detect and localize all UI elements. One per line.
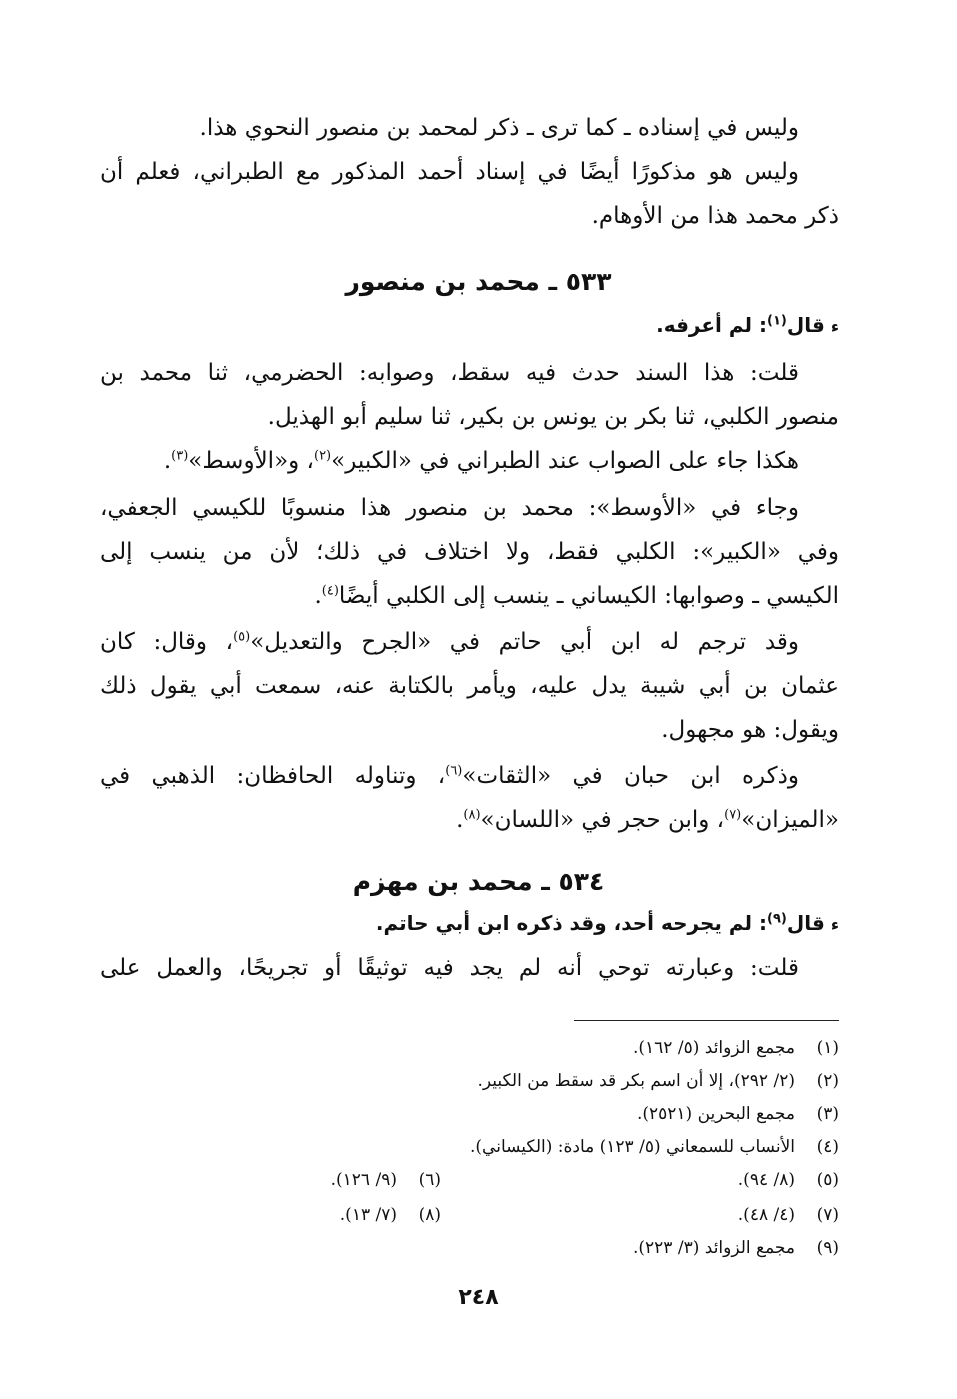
body-line <box>100 756 799 796</box>
text-segment: وقد ترجم له ابن أبي حاتم في «الجرح والتعديل» <box>250 629 799 655</box>
said-line-533 <box>100 305 839 345</box>
footnote <box>100 1132 839 1162</box>
footnote <box>100 1233 839 1263</box>
footnote-text: (٩/ ١٢٦). <box>330 1170 397 1190</box>
footnote <box>100 1033 839 1063</box>
body-line: ويقول: هو مجهول. <box>661 717 839 743</box>
entry-heading-534: ٥٣٤ ـ محمد بن مهزم <box>352 867 605 896</box>
footnote-number: (٩) <box>816 1238 839 1258</box>
footnote-pair <box>100 1165 839 1195</box>
text-segment: . <box>314 583 322 609</box>
said-label: قال <box>786 313 825 337</box>
footnote-ref: (٦) <box>445 763 463 779</box>
text-segment: . <box>163 448 172 474</box>
text-segment: ، وابن حجر في «اللسان» <box>480 807 725 833</box>
footnote-text: مجمع البحرين (٢٥٢١). <box>636 1104 795 1124</box>
body-line: قلت: هذا السند حدث فيه سقط، وصوابه: الحضرمي، ثنا محمد بن <box>100 360 799 386</box>
text-segment: وذكره ابن حبان في «الثقات» <box>462 763 799 789</box>
footnote <box>100 1099 839 1129</box>
footnote-ref: (٧) <box>724 807 742 823</box>
footnote-text: مجمع الزوائد (٥/ ١٦٢). <box>633 1038 795 1058</box>
text-segment: . <box>456 807 464 833</box>
body-line <box>100 800 839 840</box>
footnote-text: مجمع الزوائد (٣/ ٢٢٣). <box>633 1238 795 1258</box>
body-line: وليس هو مذكورًا أيضًا في إسناد أحمد المذكور مع الطبراني، فعلم أن <box>100 159 799 185</box>
footnote-text: (٢/ ٢٩٢)، إلا أن اسم بكر قد سقط من الكبير. <box>477 1071 795 1091</box>
said-line-534 <box>100 903 839 943</box>
footnote-ref: (١) <box>767 313 787 329</box>
footnote-second-column <box>340 1200 441 1230</box>
footnote-text: (٧/ ١٣). <box>339 1205 397 1225</box>
footnote-text: (٨/ ٩٤). <box>737 1170 795 1190</box>
footnote-ref: (٨) <box>463 807 481 823</box>
footnote-second-column <box>331 1165 441 1195</box>
footnote-number: (١) <box>816 1038 839 1058</box>
footnote-ref: (٥) <box>233 629 251 645</box>
body-line: وليس في إسناده ـ كما ترى ـ ذكر لمحمد بن منصور النحوي هذا. <box>199 115 799 141</box>
footnote-ref: (٢) <box>313 448 332 464</box>
body-line: منصور الكلبي، ثنا بكر بن يونس بن بكير، ثنا سليم أبو الهذيل. <box>267 404 839 430</box>
footnote-number: (٤) <box>816 1137 839 1157</box>
footnote-ref: (٤) <box>321 583 339 599</box>
text-segment: «الميزان» <box>741 807 839 833</box>
text-segment: هكذا جاء على الصواب عند الطبراني في «الكبير» <box>331 448 799 474</box>
footnote-number: (٨) <box>418 1205 441 1225</box>
footnote <box>100 1066 839 1096</box>
footnote-number: (٢) <box>816 1071 839 1091</box>
text-segment: الكيسي ـ وصوابها: الكيساني ـ ينسب إلى الكلبي أيضًا <box>338 583 839 609</box>
body-line: وجاء في «الأوسط»: محمد بن منصور هذا منسوبًا للكيسي الجعفي، <box>100 495 799 521</box>
body-line <box>100 441 799 481</box>
body-line <box>100 622 799 662</box>
said-marker: ء <box>830 317 839 336</box>
body-line: قلت: وعبارته توحي أنه لم يجد فيه توثيقًا أو تجريحًا، والعمل على <box>100 955 799 981</box>
footnote-text: الأنساب للسمعاني (٥/ ١٢٣) مادة: (الكيساني). <box>470 1137 795 1157</box>
said-marker: ء <box>830 915 839 934</box>
footnote-number: (٥) <box>816 1170 839 1190</box>
footnote-number: (٦) <box>418 1170 441 1190</box>
body-line: ذكر محمد هذا من الأوهام. <box>591 203 839 229</box>
footnote-number: (٧) <box>816 1205 839 1225</box>
footnote-text: (٤/ ٤٨). <box>737 1205 795 1225</box>
text-segment: ، وتناوله الحافظان: الذهبي في <box>100 763 446 789</box>
body-line <box>100 576 839 616</box>
body-line: عثمان بن أبي شيبة يدل عليه، ويأمر بالكتابة عنه، سمعت أبي يقول ذلك <box>100 673 839 699</box>
footnote-ref: (٣) <box>171 448 189 464</box>
entry-heading-533: ٥٣٣ ـ محمد بن منصور <box>345 267 612 296</box>
footnote-divider <box>574 1020 839 1021</box>
said-text: : لم أعرفه. <box>656 313 767 337</box>
page-number: ٢٤٨ <box>458 1285 499 1310</box>
footnote-number: (٣) <box>816 1104 839 1124</box>
text-segment: ، و«الأوسط» <box>188 448 314 474</box>
said-text: : لم يجرحه أحد، وقد ذكره ابن أبي حاتم. <box>375 911 767 935</box>
body-line: وفي «الكبير»: الكلبي فقط، ولا اختلاف في ذلك؛ لأن من ينسب إلى <box>100 539 839 565</box>
footnote-pair <box>100 1200 839 1230</box>
text-segment: ، وقال: كان <box>100 629 234 655</box>
footnote-ref: (٩) <box>767 911 787 927</box>
said-label: قال <box>786 911 825 935</box>
